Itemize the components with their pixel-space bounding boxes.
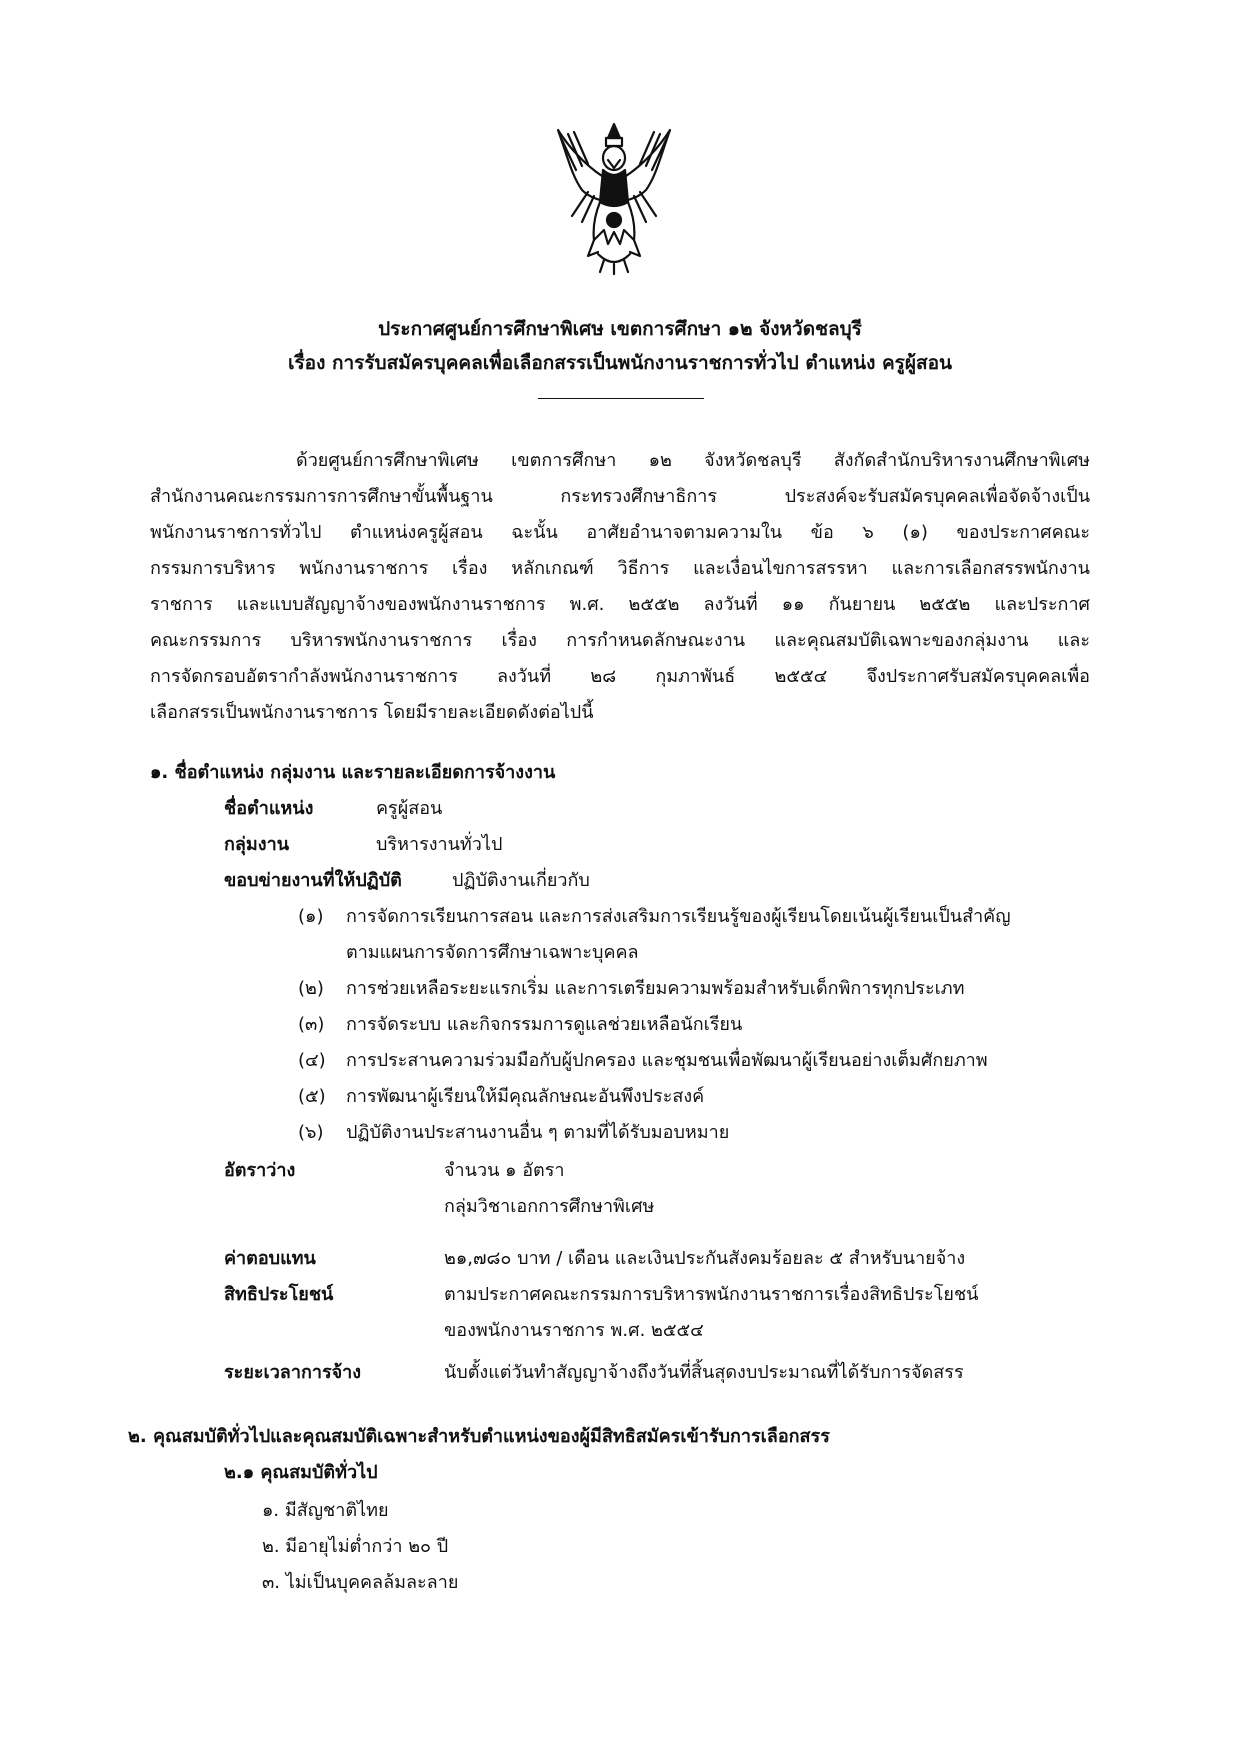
qualification-item: ๒. มีอายุไม่ต่ำกว่า ๒๐ ปี: [262, 1536, 449, 1557]
garuda-emblem: [548, 118, 680, 276]
duty-text: การช่วยเหลือระยะแรกเริ่ม และการเตรียมความพร้อมสำหรับเด็กพิการทุกประเภท: [346, 978, 965, 999]
pay-label: ค่าตอบแทน: [224, 1248, 316, 1269]
duty-text: ตามแผนการจัดการศึกษาเฉพาะบุคคล: [346, 942, 639, 963]
group-value: บริหารงานทั่วไป: [376, 834, 503, 855]
vacancy-value: กลุ่มวิชาเอกการศึกษาพิเศษ: [444, 1196, 655, 1217]
position-label: ชื่อตำแหน่ง: [224, 798, 314, 819]
intro-line: เลือกสรรเป็นพนักงานราชการ โดยมีรายละเอียดดังต่อไปนี้: [150, 702, 594, 723]
intro-line: พนักงานราชการทั่วไป ตำแหน่งครูผู้สอน ฉะนั้น อาศัยอำนาจตามความใน ข้อ ๖ (๑) ของประกาศคณะ: [150, 522, 1090, 543]
intro-line: คณะกรรมการ บริหารพนักงานราชการ เรื่อง การกำหนดลักษณะงาน และคุณสมบัติเฉพาะของกลุ่มงาน และ: [150, 630, 1090, 651]
vacancy-label: อัตราว่าง: [224, 1160, 296, 1181]
benefit-label: สิทธิประโยชน์: [224, 1284, 334, 1305]
duty-number: (๓): [298, 1014, 325, 1035]
duty-number: (๖): [298, 1122, 324, 1143]
duty-text: การจัดการเรียนการสอน และการส่งเสริมการเรียนรู้ของผู้เรียนโดยเน้นผู้เรียนเป็นสำคัญ: [346, 906, 1011, 927]
period-value: นับตั้งแต่วันทำสัญญาจ้างถึงวันที่สิ้นสุดงบประมาณที่ได้รับการจัดสรร: [444, 1362, 964, 1383]
intro-line: สำนักงานคณะกรรมการการศึกษาขั้นพื้นฐาน กระทรวงศึกษาธิการ ประสงค์จะรับสมัครบุคคลเพื่อจัดจ้างเป็น: [150, 486, 1090, 507]
duty-text: การจัดระบบ และกิจกรรมการดูแลช่วยเหลือนักเรียน: [346, 1014, 743, 1035]
group-label: กลุ่มงาน: [224, 834, 289, 855]
section2-subheading: ๒.๑ คุณสมบัติทั่วไป: [224, 1462, 378, 1483]
scope-value: ปฏิบัติงานเกี่ยวกับ: [452, 870, 590, 891]
duty-number: (๑): [298, 906, 324, 927]
intro-line: ด้วยศูนย์การศึกษาพิเศษ เขตการศึกษา ๑๒ จังหวัดชลบุรี สังกัดสำนักบริหารงานศึกษาพิเศษ: [296, 450, 1090, 471]
period-label: ระยะเวลาการจ้าง: [224, 1362, 362, 1383]
qualification-item: ๓. ไม่เป็นบุคคลล้มละลาย: [262, 1572, 459, 1593]
position-value: ครูผู้สอน: [376, 798, 443, 819]
intro-line: กรรมการบริหาร พนักงานราชการ เรื่อง หลักเกณฑ์ วิธีการ และเงื่อนไขการสรรหา และการเลือกสรรพนักงาน: [150, 558, 1090, 579]
section1-heading: ๑. ชื่อตำแหน่ง กลุ่มงาน และรายละเอียดการจ้างงาน: [150, 762, 556, 783]
announcement-subject: เรื่อง การรับสมัครบุคคลเพื่อเลือกสรรเป็นพนักงานราชการทั่วไป ตำแหน่ง ครูผู้สอน: [287, 352, 953, 374]
intro-line: การจัดกรอบอัตรากำลังพนักงานราชการ ลงวันที่ ๒๘ กุมภาพันธ์ ๒๕๕๔ จึงประกาศรับสมัครบุคคลเพื่อ: [150, 666, 1090, 687]
title-divider: [538, 398, 704, 399]
benefit-value: ตามประกาศคณะกรรมการบริหารพนักงานราชการเรื่องสิทธิประโยชน์: [444, 1284, 979, 1305]
section2-heading: ๒. คุณสมบัติทั่วไปและคุณสมบัติเฉพาะสำหรับตำแหน่งของผู้มีสิทธิสมัครเข้ารับการเลือกสรร: [128, 1426, 830, 1447]
vacancy-value: จำนวน ๑ อัตรา: [444, 1160, 565, 1181]
duty-number: (๕): [298, 1086, 326, 1107]
duty-number: (๒): [298, 978, 324, 999]
duty-text: การพัฒนาผู้เรียนให้มีคุณลักษณะอันพึงประสงค์: [346, 1086, 705, 1107]
duty-text: ปฏิบัติงานประสานงานอื่น ๆ ตามที่ได้รับมอบหมาย: [346, 1122, 730, 1143]
scope-label: ขอบข่ายงานที่ให้ปฏิบัติ: [224, 870, 402, 891]
duty-number: (๔): [298, 1050, 326, 1071]
announcement-title: ประกาศศูนย์การศึกษาพิเศษ เขตการศึกษา ๑๒ จังหวัดชลบุรี: [378, 318, 862, 340]
intro-line: ราชการ และแบบสัญญาจ้างของพนักงานราชการ พ.ศ. ๒๕๕๒ ลงวันที่ ๑๑ กันยายน ๒๕๕๒ และประกาศ: [150, 594, 1090, 615]
pay-value: ๒๑,๗๘๐ บาท / เดือน และเงินประกันสังคมร้อยละ ๕ สำหรับนายจ้าง: [444, 1248, 966, 1269]
duty-text: การประสานความร่วมมือกับผู้ปกครอง และชุมชนเพื่อพัฒนาผู้เรียนอย่างเต็มศักยภาพ: [346, 1050, 988, 1071]
benefit-value: ของพนักงานราชการ พ.ศ. ๒๕๕๔: [444, 1320, 704, 1341]
qualification-item: ๑. มีสัญชาติไทย: [262, 1500, 389, 1521]
